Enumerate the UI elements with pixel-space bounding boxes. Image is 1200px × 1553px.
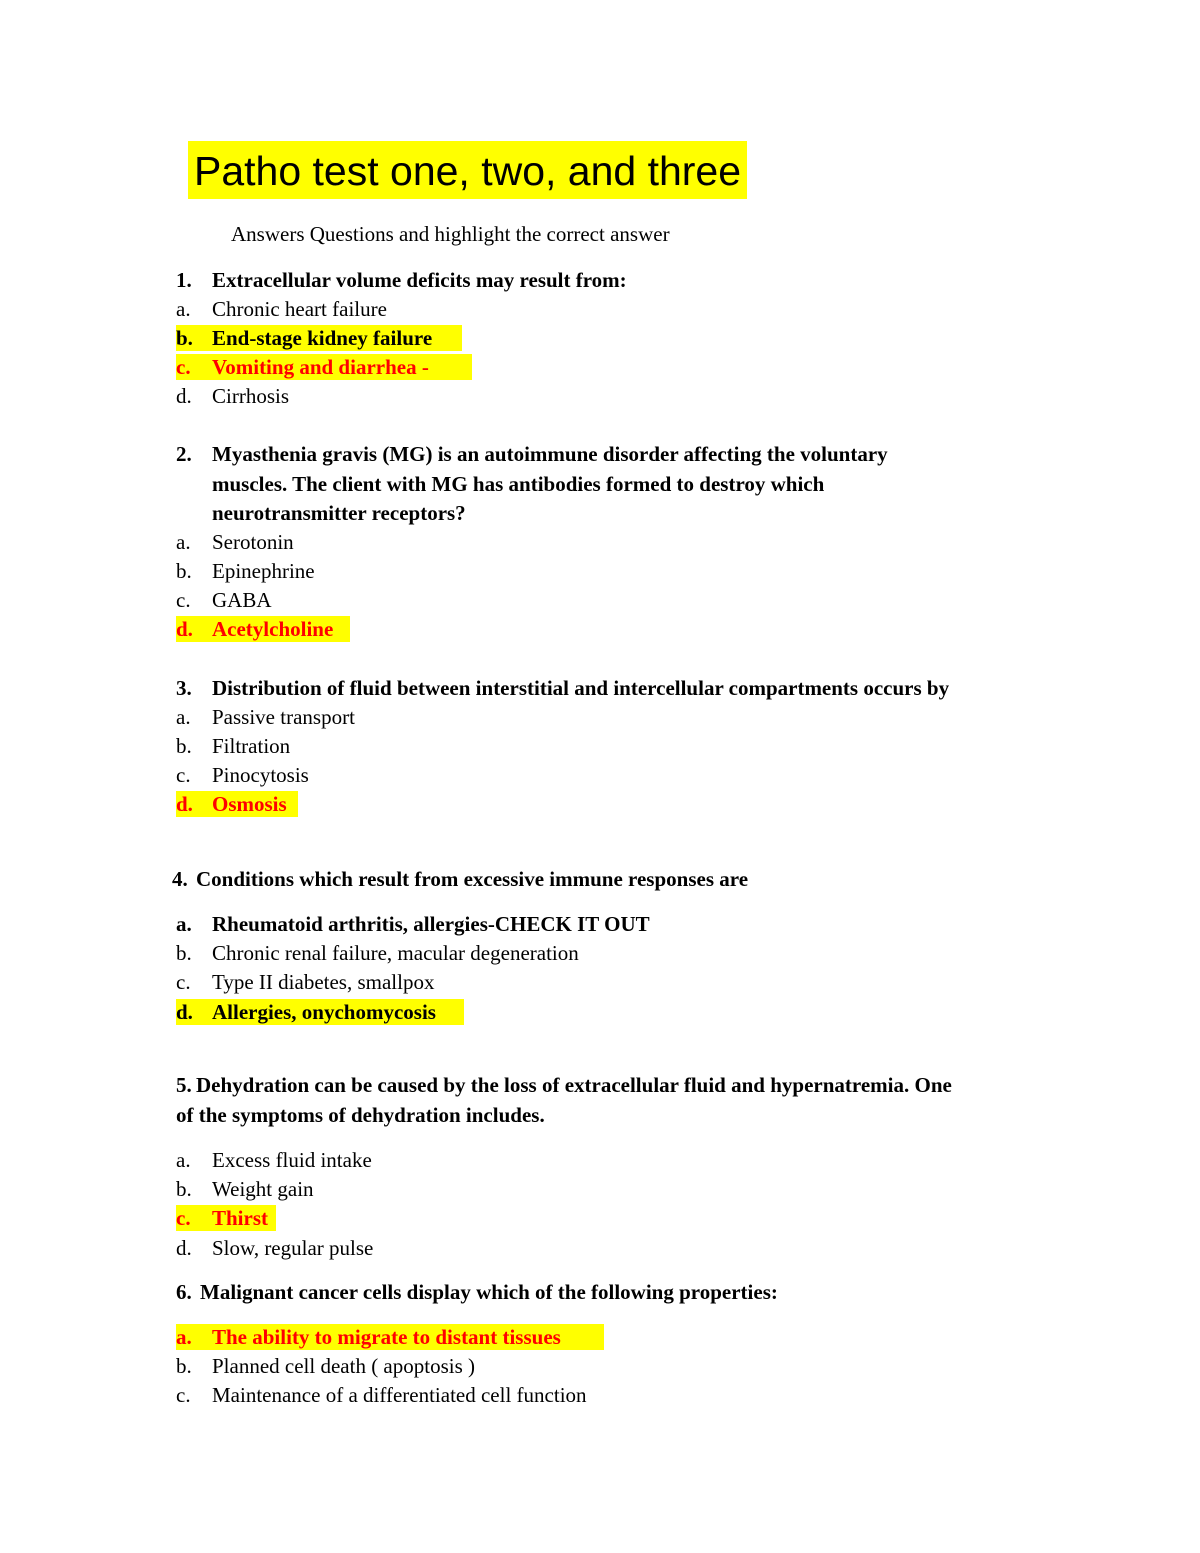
question-number: 6.: [176, 1280, 192, 1304]
option-letter: c.: [176, 1383, 191, 1407]
option-letter: d.: [176, 1000, 193, 1024]
option-text: Planned cell death ( apoptosis ): [212, 1354, 476, 1378]
option-letter: a.: [176, 297, 191, 321]
option-text: Vomiting and diarrhea -: [212, 355, 429, 379]
option-text: Serotonin: [212, 530, 294, 554]
document-subtitle: Answers Questions and highlight the correct answer: [231, 222, 670, 246]
question-text: Malignant cancer cells display which of the following properties:: [200, 1280, 778, 1304]
option-letter: a.: [176, 530, 191, 554]
option-letter: b.: [176, 326, 193, 350]
option-text: Rheumatoid arthritis, allergies-CHECK IT OUT: [212, 912, 650, 936]
question-text: Conditions which result from excessive immune responses are: [196, 867, 749, 891]
question-number: 4.: [172, 867, 188, 891]
option-letter: b.: [176, 941, 192, 965]
option-text: Epinephrine: [212, 559, 315, 583]
option-letter: b.: [176, 1177, 192, 1201]
option-text: Thirst: [212, 1206, 269, 1230]
option-text: Acetylcholine: [212, 617, 334, 641]
option-text: Chronic renal failure, macular degeneration: [212, 941, 579, 965]
question-number: 3.: [176, 676, 192, 700]
option-text: Cirrhosis: [212, 384, 290, 408]
option-text: Maintenance of a differentiated cell function: [212, 1383, 587, 1407]
option-letter: a.: [176, 912, 192, 936]
option-letter: d.: [176, 617, 193, 641]
option-letter: a.: [176, 1148, 191, 1172]
option-letter: c.: [176, 970, 191, 994]
option-letter: a.: [176, 705, 191, 729]
option-text: Slow, regular pulse: [212, 1236, 374, 1260]
option-text: Passive transport: [212, 705, 355, 729]
option-letter: d.: [176, 1236, 192, 1260]
option-letter: c.: [176, 1206, 191, 1230]
question-number: 2.: [176, 442, 192, 466]
option-letter: d.: [176, 792, 193, 816]
question-text: Distribution of fluid between interstitial and intercellular compartments occurs by: [212, 676, 950, 700]
option-letter: d.: [176, 384, 192, 408]
question-text: neurotransmitter receptors?: [212, 501, 466, 525]
option-text: Excess fluid intake: [212, 1148, 372, 1172]
question-text: of the symptoms of dehydration includes.: [176, 1103, 545, 1127]
option-letter: c.: [176, 588, 191, 612]
question-text: Dehydration can be caused by the loss of extracellular fluid and hypernatremia. One: [196, 1073, 952, 1097]
option-letter: a.: [176, 1325, 192, 1349]
option-letter: b.: [176, 559, 192, 583]
question-number: 1.: [176, 268, 192, 292]
question-text: Extracellular volume deficits may result from:: [212, 268, 627, 292]
option-text: GABA: [212, 588, 272, 612]
option-text: Chronic heart failure: [212, 297, 387, 321]
option-letter: c.: [176, 763, 191, 787]
option-text: Osmosis: [212, 792, 287, 816]
document-title: Patho test one, two, and three: [188, 141, 747, 199]
question-number: 5.: [176, 1073, 192, 1097]
option-text: Weight gain: [212, 1177, 314, 1201]
option-letter: b.: [176, 734, 192, 758]
option-letter: c.: [176, 355, 191, 379]
option-text: Allergies, onychomycosis: [212, 1000, 436, 1024]
option-text: End-stage kidney failure: [212, 326, 433, 350]
question-text: muscles. The client with MG has antibodies formed to destroy which: [212, 472, 825, 496]
option-text: Pinocytosis: [212, 763, 309, 787]
option-text: Type II diabetes, smallpox: [212, 970, 435, 994]
question-text: Myasthenia gravis (MG) is an autoimmune disorder affecting the voluntary: [212, 442, 888, 466]
option-letter: b.: [176, 1354, 192, 1378]
option-text: The ability to migrate to distant tissues: [212, 1325, 561, 1349]
option-text: Filtration: [212, 734, 291, 758]
